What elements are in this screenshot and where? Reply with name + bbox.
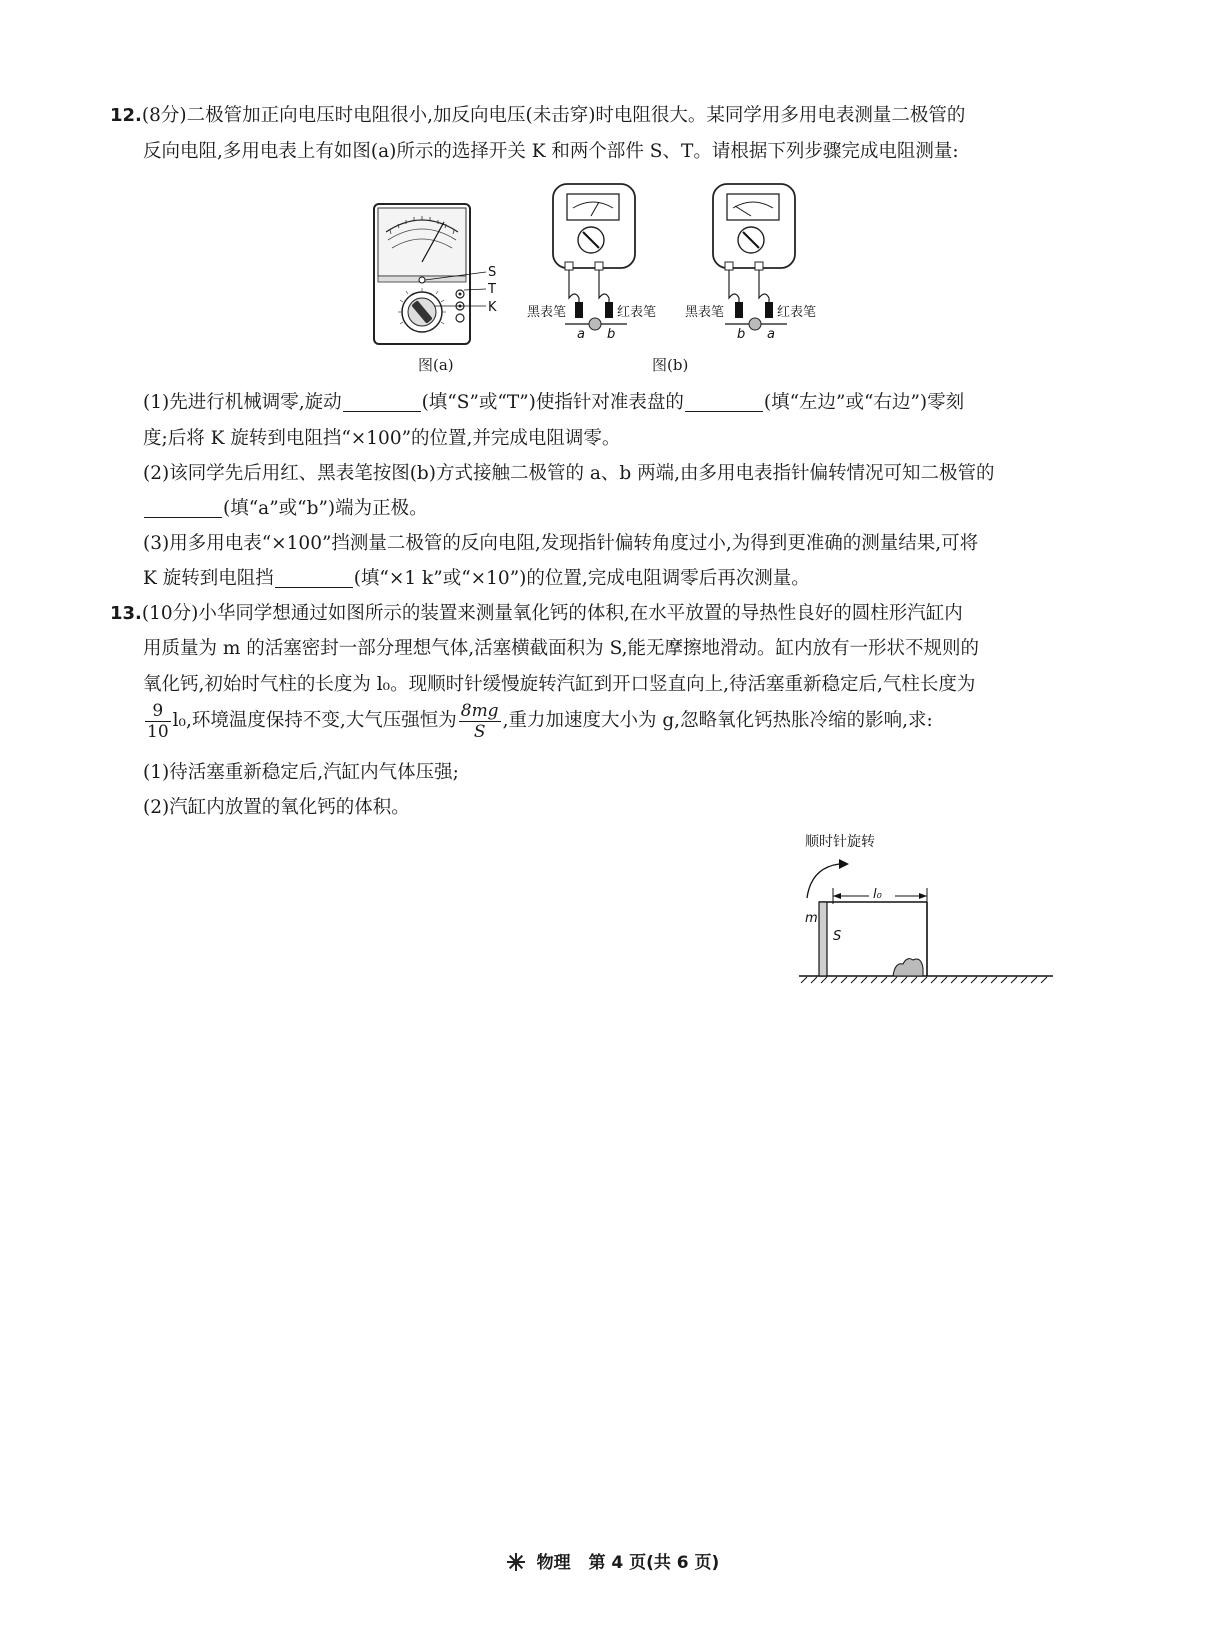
footer-subject: 物理 [536, 1553, 571, 1573]
left-end-a: a [577, 327, 585, 342]
right-black-lead-label: 黑表笔 [685, 305, 725, 320]
q13-line4: $\frac{9}{10}$ l₀,环境温度保持不变,大气压强恒为 $\frac{8mg}{S}$ ,重力加速度大小为 g,忽略氧化钙热胀冷缩的影响,求: [147, 700, 933, 742]
figure-cylinder [785, 828, 1060, 993]
q13-number: 13. [110, 603, 142, 624]
q12-part3-line1: (3)用多用电表“×100”挡测量二极管的反向电阻,发现指针偏转角度过小,为得到更准确的测量结果,可将 [143, 533, 979, 554]
q12-part3-line2: K 旋转到电阻挡 (填“×1 k”或“×10”)的位置,完成电阻调零后再次测量。 [143, 568, 810, 589]
label-k: K [488, 300, 497, 315]
answer-blank-2[interactable] [685, 391, 763, 412]
label-s: S [488, 265, 497, 280]
figure-a-multimeter [368, 200, 518, 350]
left-end-b: b [607, 327, 616, 342]
q12-part2-line2: (填“a”或“b”)端为正极。 [143, 494, 428, 524]
q12-part1-line1: (1)先进行机械调零,旋动 (填“S”或“T”)使指针对准表盘的 (填“左边”或“右边”)零刻 [143, 392, 965, 413]
q13-line1: 13.(10分)小华同学想通过如图所示的装置来测量氧化钙的体积,在水平放置的导热性良好的圆柱形汽缸内 [110, 603, 963, 624]
page-footer [0, 1548, 1224, 1573]
rotate-label: 顺时针旋转 [805, 834, 875, 850]
footer-page-number: 第 4 页(共 6 页) [588, 1553, 720, 1573]
answer-blank-4[interactable] [275, 567, 353, 588]
right-end-b: b [737, 327, 746, 342]
figure-a-caption: 图(a) [418, 356, 454, 374]
q12-line1: 12.(8分)二极管加正向电压时电阻很小,加反向电压(未击穿)时电阻很大。某同学用多用电表测量二极管的 [110, 105, 966, 126]
figure-b-connections [525, 180, 845, 350]
q12-part2-line1: (2)该同学先后用红、黑表笔按图(b)方式接触二极管的 a、b 两端,由多用电表指针偏转情况可知二极管的 [143, 463, 995, 484]
q13-sub2: (2)汽缸内放置的氧化钙的体积。 [143, 797, 410, 818]
q13-sub1: (1)待活塞重新稳定后,汽缸内气体压强; [143, 762, 459, 783]
right-red-lead-label: 红表笔 [777, 305, 817, 320]
q12-line2: 反向电阻,多用电表上有如图(a)所示的选择开关 K 和两个部件 S、T。请根据下列步骤完成电阻测量: [143, 141, 959, 162]
fraction-8mg-over-s: $\frac{8mg}{S}$ [460, 700, 499, 742]
q13-line3: 氧化钙,初始时气柱的长度为 l₀。现顺时针缓慢旋转汽缸到开口竖直向上,待活塞重新稳定后,气柱长度为 [143, 674, 976, 695]
left-black-lead-label: 黑表笔 [527, 305, 567, 320]
fraction-nine-tenths: $\frac{9}{10}$ [147, 700, 169, 742]
left-red-lead-label: 红表笔 [617, 305, 657, 320]
meter-right [685, 184, 816, 342]
q12-part1-line2: 度;后将 K 旋转到电阻挡“×100”的位置,并完成电阻调零。 [143, 428, 621, 449]
publisher-logo-icon [505, 1553, 527, 1571]
area-label: S [833, 929, 842, 944]
length-label: l₀ [873, 887, 882, 902]
q12-number: 12. [110, 105, 142, 126]
figure-b-caption: 图(b) [652, 356, 689, 374]
answer-blank-3[interactable] [144, 497, 222, 518]
q13-line2: 用质量为 m 的活塞密封一部分理想气体,活塞横截面积为 S,能无摩擦地滑动。缸内放有一形状不规则的 [143, 638, 979, 659]
label-t: T [488, 282, 496, 297]
answer-blank-1[interactable] [343, 391, 421, 412]
meter-left [527, 184, 656, 342]
mass-label: m [805, 911, 818, 926]
right-end-a: a [767, 327, 775, 342]
